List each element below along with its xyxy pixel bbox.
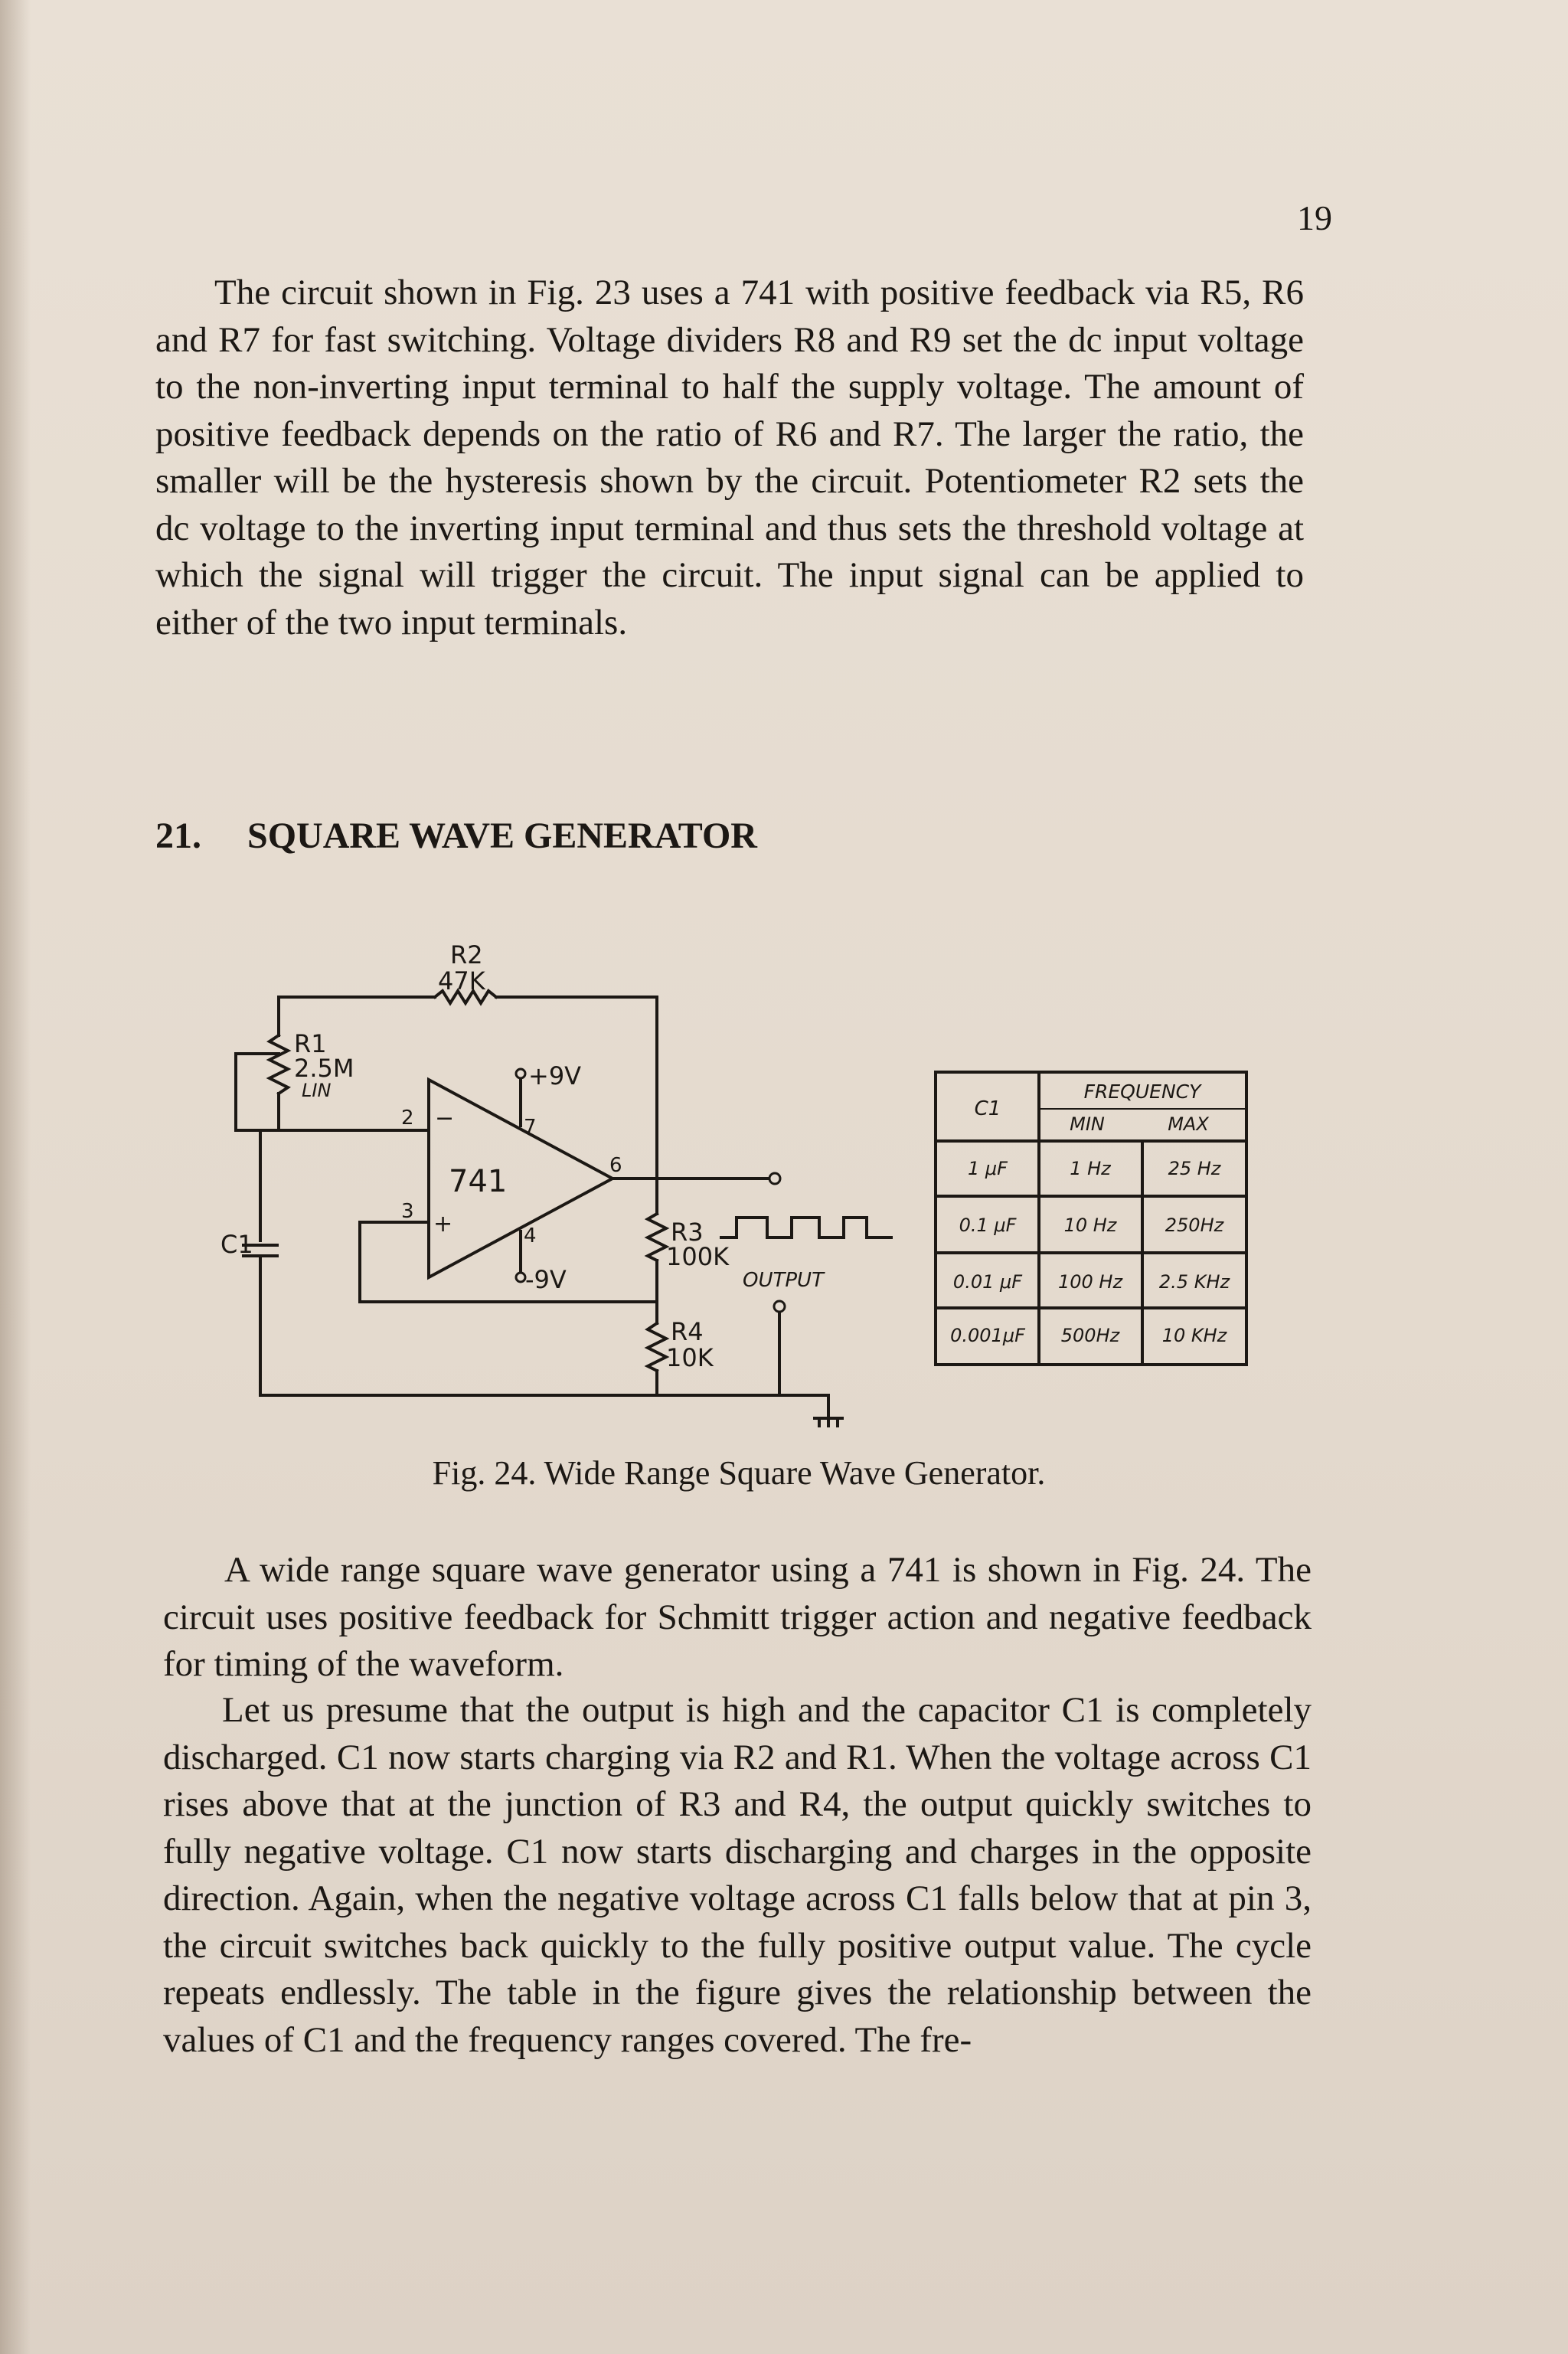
paragraph-intro: A wide range square wave generator using a 741 is shown in Fig. 24. The circuit uses positive feedback for Schmitt trigger action and negative feedback for timing of the waveform. (163, 1550, 1312, 1684)
section-number: 21. (155, 816, 201, 856)
pin7-terminal (516, 1069, 525, 1078)
r2-value: 47K (438, 966, 485, 996)
r2-name: R2 (450, 940, 483, 969)
table-header-frequency: FREQUENCY (1083, 1081, 1201, 1103)
pin4-label: 4 (524, 1224, 537, 1247)
paragraph-operation: Let us presume that the output is high and the capacitor C1 is completely discharged. C1 now starts charging via R2 and R1. When the voltage across C1 rises above that at the junction of R3 and R4, the output quickly switches to fully negative voltage. C1 now starts discharging and charges in the opposite direction. Again, when the negative voltage across C1 falls below that at pin 3, the circuit switches back quickly to the fully positive output value. The cycle repeats endlessly. The table in the figure gives the relationship between the values of C1 and the frequency ranges covered. The fre- (163, 1690, 1312, 2060)
table-header-max: MAX (1168, 1113, 1209, 1135)
r4-resistor (648, 1323, 666, 1371)
opamp-label: 741 (449, 1164, 508, 1199)
table-cell: 10 KHz (1161, 1325, 1227, 1346)
table-cell: 0.01 μF (952, 1271, 1023, 1293)
r3-resistor (648, 1214, 666, 1260)
r3-name: R3 (671, 1218, 704, 1247)
c1-name: C1 (220, 1230, 253, 1259)
figure-caption: Fig. 24. Wide Range Square Wave Generator. (432, 1454, 1046, 1492)
pin6-label: 6 (609, 1154, 622, 1177)
r4-name: R4 (671, 1317, 704, 1346)
r1-note: LIN (302, 1080, 332, 1101)
supply-negative: -9V (525, 1265, 567, 1294)
square-wave-icon (721, 1218, 891, 1237)
pin2-label: 2 (401, 1107, 414, 1130)
section-title: SQUARE WAVE GENERATOR (247, 816, 757, 856)
table-cell: 0.1 μF (959, 1215, 1017, 1236)
paragraph-fig23-description: The circuit shown in Fig. 23 uses a 741 with positive feedback via R5, R6 and R7 for fast switching. Voltage dividers R8 and R9 set the dc input voltage to the non-inverting input terminal to half the supply voltage. The amount of positive feedback depends on the ratio of R6 and R7. The larger the ratio, the smaller will be the hysteresis shown by the circuit. Potentiometer R2 sets the dc voltage to the inverting input terminal and thus sets the threshold voltage at which the signal will trigger the circuit. The input signal can be applied to either of the two input terminals. (155, 273, 1304, 642)
table-cell: 1 Hz (1070, 1158, 1111, 1179)
supply-positive: +9V (528, 1061, 582, 1090)
table-header-c1: C1 (974, 1097, 1001, 1120)
page-number: 19 (1297, 198, 1332, 237)
output-terminal (769, 1173, 780, 1184)
r1-name: R1 (294, 1029, 327, 1058)
table-cell: 10 Hz (1063, 1215, 1117, 1236)
r1-value: 2.5M (294, 1054, 354, 1083)
table-cell: 500Hz (1060, 1325, 1120, 1346)
r3-value: 100K (666, 1242, 730, 1271)
output-post-terminal (774, 1301, 785, 1312)
table-cell: 0.001μF (950, 1325, 1025, 1346)
table-cell: 1 μF (968, 1158, 1008, 1179)
table-cell: 250Hz (1165, 1215, 1224, 1236)
r1-wiper (236, 1054, 279, 1130)
table-header-min: MIN (1070, 1113, 1105, 1135)
noninverting-sign: + (433, 1211, 453, 1237)
pin4-terminal (516, 1273, 525, 1282)
table-cell: 25 Hz (1168, 1158, 1221, 1179)
pin7-label: 7 (524, 1116, 537, 1139)
table-cell: 100 Hz (1057, 1271, 1123, 1293)
output-label: OUTPUT (743, 1269, 824, 1292)
pin3-label: 3 (401, 1200, 414, 1223)
r1-resistor (270, 1035, 288, 1094)
r4-value: 10K (666, 1343, 714, 1372)
inverting-sign: − (435, 1105, 455, 1132)
table-cell: 2.5 KHz (1158, 1271, 1230, 1293)
